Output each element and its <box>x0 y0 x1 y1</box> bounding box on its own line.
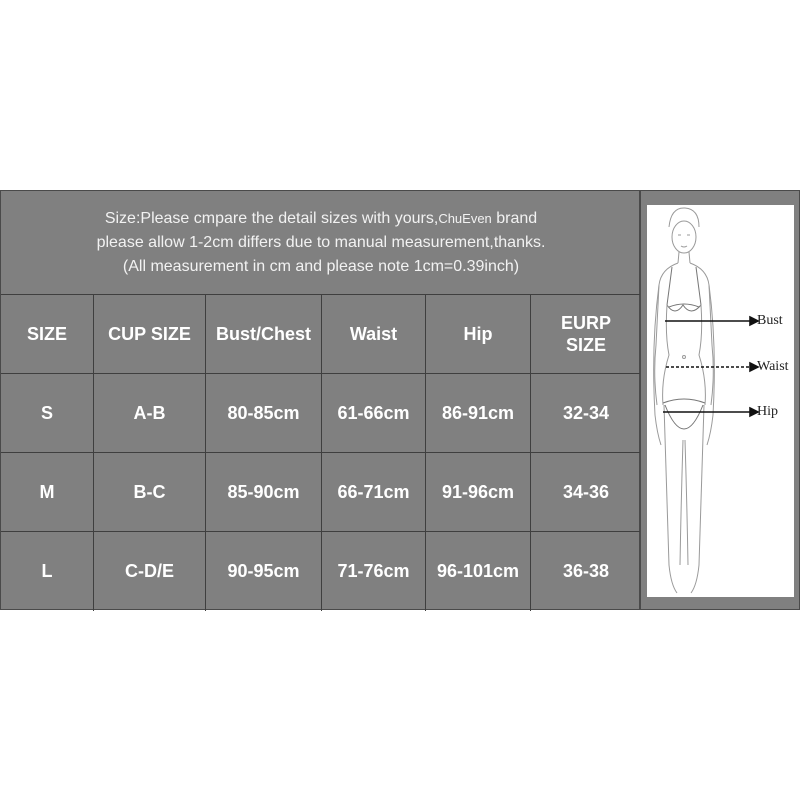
measurement-figure-panel <box>640 190 800 610</box>
table-cell: C-D/E <box>94 532 206 611</box>
brand-name: ChuEven <box>438 210 492 226</box>
table-cell: 86-91cm <box>426 374 531 453</box>
size-note <box>1 191 641 295</box>
note-line-3: (All measurement in cm and please note 1cm=0.39inch) <box>122 257 520 275</box>
table-cell: 91-96cm <box>426 453 531 532</box>
hip-label: Hip <box>757 404 778 419</box>
size-chart <box>0 190 800 610</box>
body-outline-icon <box>647 205 794 597</box>
note-line-1-text: Size:Please cmpare the detail sizes with yours, <box>104 209 439 227</box>
table-cell: 71-76cm <box>322 532 426 611</box>
table-cell: 96-101cm <box>426 532 531 611</box>
table-cell: 85-90cm <box>206 453 322 532</box>
table-cell: L <box>1 532 94 611</box>
header-hip: Hip <box>426 295 531 374</box>
table-cell: 34-36 <box>531 453 641 532</box>
table-cell: 32-34 <box>531 374 641 453</box>
table-cell: S <box>1 374 94 453</box>
note-line-1 <box>105 207 537 231</box>
table-cell: 61-66cm <box>322 374 426 453</box>
note-line-1-suffix: brand <box>491 209 538 227</box>
size-grid <box>1 295 641 611</box>
table-cell: 80-85cm <box>206 374 322 453</box>
table-cell: 66-71cm <box>322 453 426 532</box>
header-bust-chest: Bust/Chest <box>206 295 322 374</box>
bust-label: Bust <box>757 313 783 328</box>
waist-label: Waist <box>757 359 789 374</box>
note-line-2: please allow 1-2cm differs due to manual measurement,thanks. <box>96 233 546 251</box>
table-cell: 36-38 <box>562 561 610 581</box>
header-waist: Waist <box>322 295 426 374</box>
size-table-panel <box>0 190 640 610</box>
header-eurp-size-text: EURP SIZE <box>560 313 611 355</box>
table-cell: M <box>1 453 94 532</box>
header-cup-size: CUP SIZE <box>94 295 206 374</box>
body-figure <box>647 205 794 597</box>
header-eurp-size <box>531 295 641 374</box>
table-cell: B-C <box>94 453 206 532</box>
header-size: SIZE <box>1 295 94 374</box>
table-cell: A-B <box>94 374 206 453</box>
table-cell: 90-95cm <box>206 532 322 611</box>
